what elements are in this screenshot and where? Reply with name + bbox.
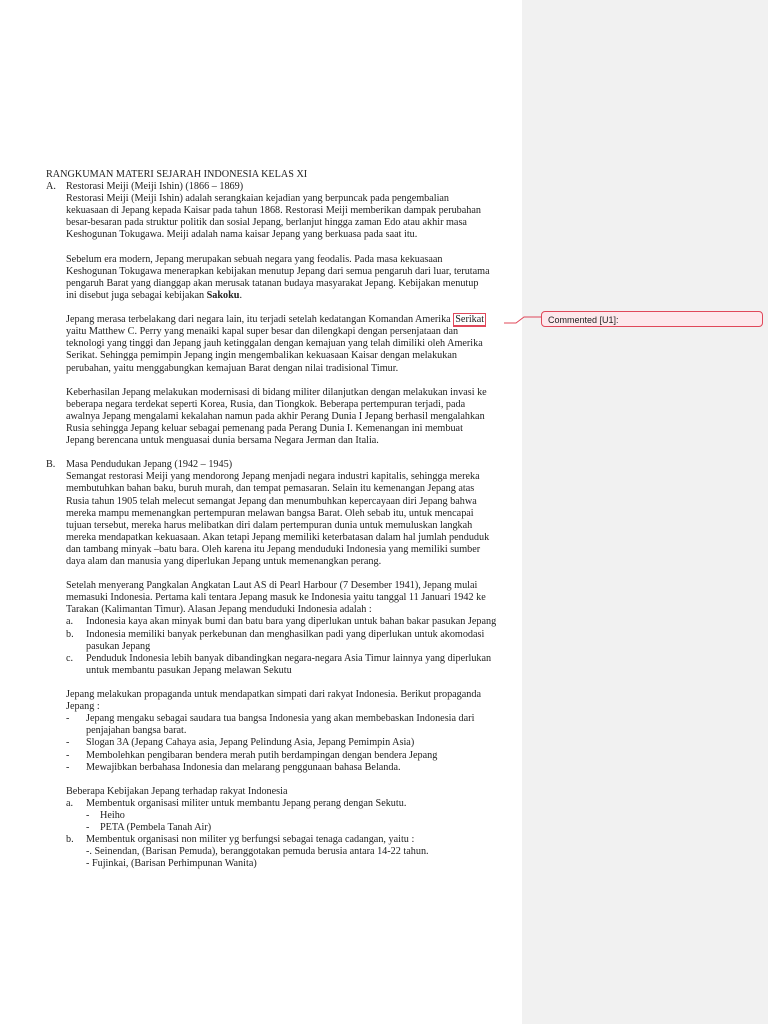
- list-item: c. Penduduk Indonesia lebih banyak dibandingkan negara-negara Asia Timur lainnya yang diperlukan: [66, 652, 492, 664]
- sakoku-term: Sakoku: [206, 289, 240, 301]
- section-a-paragraph-3: Jepang merasa terbelakang dari negara lain, itu terjadi setelah kedatangan Komandan Amerika Serikat yaitu Matthew C. Perry yang menaiki kapal super besar dan dilengkapi dengan persenjataan dan teknologi yang tinggi dan Jepang jauh ketinggalan dengan kemajuan yang telah dimiliki oleh Amerika Serikat. Sehingga pemimpin Jepang ingin mengembalikan kekuasaan Kaisar dengan melakukan perubahan, yaitu menggabungkan kemajuan Barat dengan nilai tradisional Timur.: [66, 314, 485, 374]
- section-a-heading: A. Restorasi Meiji (Meiji Ishin) (1866 – 1869): [46, 181, 244, 193]
- section-a-paragraph-1: Restorasi Meiji (Meiji Ishin) adalah serangkaian kejadian yang berpuncak pada pengembalian kekuasaan di Jepang kepada Kaisar pada tahun 1868. Restorasi Meiji memberikan dampak perubahan besar-besaran pada struktur politik dan sosial Jepang, berlanjut hingga zaman Edo atau akhir masa Keshogunan Tokugawa. Meiji adalah nama kaisar Jepang yang berkuasa pada saat itu.: [66, 193, 482, 241]
- propaganda-list: - Jepang mengaku sebagai saudara tua bangsa Indonesia yang akan membebaskan Indonesia dari penjajahan bangsa barat. - Slogan 3A (Jepang Cahaya asia, Jepang Pelindung Asia, Jepang Pemimpin Asia) - Membolehkan pengibaran bendera merah putih berdampingan dengan bendera Jepang - Mewajibkan berbahasa Indonesia dan melarang penggunaan bahasa Belanda.: [46, 713, 516, 773]
- list-item: - Membolehkan pengibaran bendera merah putih berdampingan dengan bendera Jepang: [66, 749, 438, 761]
- section-b-paragraph-1: Semangat restorasi Meiji yang mendorong Jepang menjadi negara industri kapitalis, sehingga mereka membutuhkan bahan baku, buruh murah, dan tempat pemasaran. Selain itu kemenangan Jepang atas Rusia tahun 1905 telah melecut semangat Jepang dan menumbuhkan kepercayaan diri Jepang bahwa mereka mampu memenangkan pertempuran melawan bangsa Barat. Oleh sebab itu, untuk mencapai tujuan tersebut, mereka harus melibatkan diri dalam pertempuran dunia untuk memuluskan langkah mereka mendapatkan kekuasaan. Akan tetapi Jepang memiliki keterbatasan dalam hal jumlah penduduk dan tambang minyak –batu bara. Oleh karena itu Jepang menduduki Indonesia yang memiliki sumber daya alam dan manusia yang diperlukan Jepang untuk memenangkan perang.: [66, 471, 490, 567]
- reasons-list: a. Indonesia kaya akan minyak bumi dan batu bara yang diperlukan untuk bahan bakar pasukan Jepang b. Indonesia memiliki banyak perkebunan dan menghasilkan padi yang diperlukan untuk akomodasi pasukan Jepang c. Penduduk Indonesia lebih banyak dibandingkan negara-negara Asia Timur lainnya yang diperlukan untuk membantu pasukan Jepang melawan Sekutu: [46, 616, 516, 676]
- list-item: a. Indonesia kaya akan minyak bumi dan batu bara yang diperlukan untuk bahan bakar pasukan Jepang: [66, 616, 497, 628]
- list-item: - Slogan 3A (Jepang Cahaya asia, Jepang Pelindung Asia, Jepang Pemimpin Asia): [66, 737, 415, 749]
- comment-connector: [504, 312, 542, 324]
- list-item: - Jepang mengaku sebagai saudara tua bangsa Indonesia yang akan membebaskan Indonesia dari: [66, 713, 475, 725]
- document-title: RANGKUMAN MATERI SEJARAH INDONESIA KELAS XI: [46, 169, 308, 180]
- policy-b: b. Membentuk organisasi non militer yg berfungsi sebagai tenaga cadangan, yaitu :: [66, 834, 415, 846]
- comments-pane: [522, 0, 768, 1024]
- document-body[interactable]: [46, 169, 516, 870]
- comment-anchor[interactable]: Serikat: [455, 314, 485, 326]
- section-a-paragraph-2: Sebelum era modern, Jepang merupakan sebuah negara yang feodalis. Pada masa kekuasaan Keshogunan Tokugawa menerapkan kebijakan menutup Jepang dari semua pengaruh dari luar, terutama pengaruh Barat yang dianggap akan merusak tatanan budaya masyarakat Jepang. Kebijakan menutup ini disebut juga sebagai kebijakan Sakoku.: [66, 253, 490, 301]
- list-item: - PETA (Pembela Tanah Air): [86, 822, 212, 834]
- list-item: - Fujinkai, (Barisan Perhimpunan Wanita): [86, 858, 257, 870]
- list-item: - Heiho: [86, 809, 125, 821]
- comment-label: Commented [U1]:: [548, 315, 619, 325]
- section-b-paragraph-3: Jepang melakukan propaganda untuk mendapatkan simpati dari rakyat Indonesia. Berikut propaganda Jepang :: [66, 689, 482, 713]
- comment-balloon[interactable]: [541, 311, 763, 327]
- policy-a: a. Membentuk organisasi militer untuk membantu Jepang perang dengan Sekutu.: [66, 797, 407, 809]
- list-item: - Mewajibkan berbahasa Indonesia dan melarang penggunaan bahasa Belanda.: [66, 761, 401, 773]
- list-item: b. Indonesia memiliki banyak perkebunan dan menghasilkan padi yang diperlukan untuk akomodasi: [66, 628, 485, 640]
- section-b-heading: B. Masa Pendudukan Jepang (1942 – 1945): [46, 459, 233, 471]
- section-b-paragraph-2: Setelah menyerang Pangkalan Angkatan Laut AS di Pearl Harbour (7 Desember 1941), Jepang mulai memasuki Indonesia. Pertama kali tentara Jepang masuk ke Indonesia yaitu tanggal 11 Januari 1942 ke Tarakan (Kalimantan Timur). Alasan Jepang menduduki Indonesia adalah :: [66, 580, 486, 616]
- policies-heading: Beberapa Kebijakan Jepang terhadap rakyat Indonesia: [66, 785, 288, 797]
- list-item: -. Seinendan, (Barisan Pemuda), beranggotakan pemuda berusia antara 14-22 tahun.: [86, 846, 429, 858]
- section-a-paragraph-4: Keberhasilan Jepang melakukan modernisasi di bidang militer dilanjutkan dengan melakukan invasi ke beberapa negara terdekat seperti Korea, Rusia, dan Tiongkok. Beberapa pertempuran terjadi, pada awalnya Jepang mengalami kekalahan namun pada akhir Perang Dunia I Jepang berhasil mengalahkan Rusia sehingga Jepang keluar sebagai pemenang pada Perang Dunia I. Kemenangan ini membuat Jepang berencana untuk menguasai dunia bersama Negara Jerman dan Italia.: [66, 386, 487, 447]
